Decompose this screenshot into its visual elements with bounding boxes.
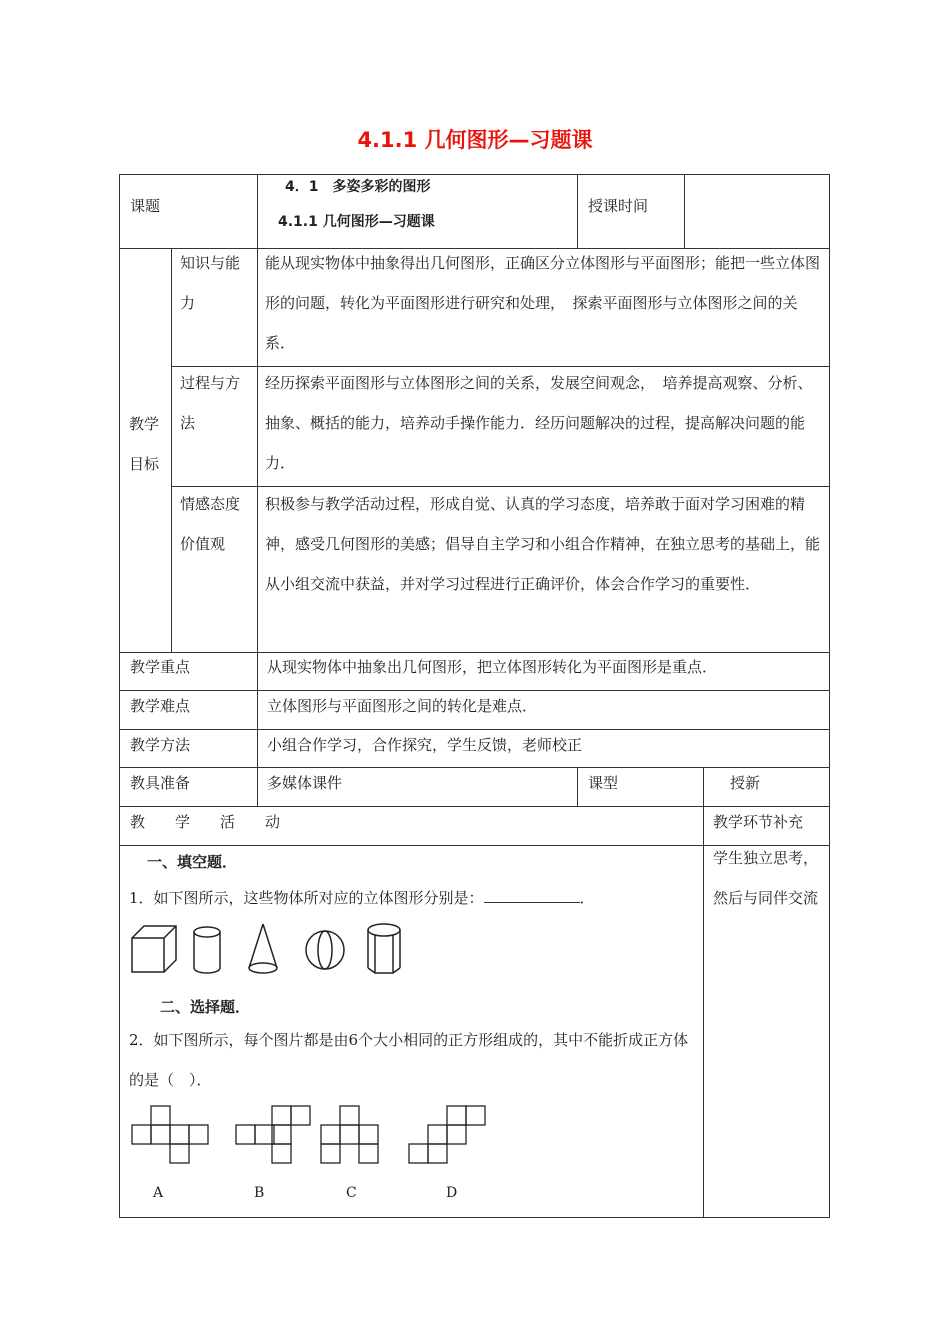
objective-name-attitude: 情感态度价值观 [180, 495, 241, 553]
objective-name-process: 过程与方法 [180, 374, 241, 432]
question-1-text: 1．如下图所示，这些物体所对应的立体图形分别是： [129, 889, 484, 907]
option-a: A [153, 1185, 164, 1201]
time-label: 授课时间 [588, 197, 649, 215]
method-text: 小组合作学习，合作探究，学生反馈，老师校正 [267, 736, 583, 754]
cube-icon [132, 926, 176, 972]
question-1 [129, 888, 595, 908]
answer-blank [484, 888, 580, 903]
net-a [132, 1106, 208, 1163]
solid-shapes [130, 920, 430, 980]
objectives-label: 教学目标 [129, 415, 160, 473]
net-b [236, 1106, 310, 1163]
tools-text: 多媒体课件 [267, 774, 343, 792]
option-c: C [346, 1185, 357, 1201]
objective-text-process: 经历探索平面图形与立体图形之间的关系，发展空间观念， 培养提高观察、分析、抽象、概括的能力，培养动手操作能力．经历问题解决的过程，提高解决问题的能力． [265, 374, 813, 472]
cube-nets [132, 1106, 492, 1166]
lesson-type-value: 授新 [730, 774, 761, 792]
difficulty-text: 立体图形与平面图形之间的转化是难点． [267, 697, 538, 715]
topic-line-2: 4.1.1 几何图形—习题课 [278, 214, 435, 230]
supplement-label: 教学环节补充 [713, 813, 804, 831]
lesson-type-label: 课型 [588, 774, 619, 792]
page-title: 4.1.1 几何图形—习题课 [357, 128, 593, 152]
objective-text-attitude: 积极参与教学活动过程，形成自觉、认真的学习态度，培养敢于面对学习困难的精神，感受几何图形的美感；倡导自主学习和小组合作精神，在独立思考的基础上，能从小组交流中获益，并对学习过程进行正确评价，体会合作学习的重要性． [265, 495, 821, 593]
prism-icon [368, 924, 400, 973]
supplement-text: 学生独立思考，然后与同伴交流 [713, 849, 819, 907]
section-choice: 二、选择题． [160, 998, 251, 1016]
net-c [321, 1106, 378, 1163]
cylinder-icon [194, 927, 220, 973]
objective-name-knowledge: 知识与能力 [180, 254, 241, 312]
net-d [409, 1106, 485, 1163]
activity-label: 教 学 活 动 [130, 813, 281, 831]
cone-icon [249, 924, 277, 973]
difficulty-label: 教学难点 [130, 697, 191, 715]
option-b: B [254, 1185, 265, 1201]
topic-line-1: 4．1 多姿多彩的图形 [285, 179, 431, 195]
question-2: 2．如下图所示，每个图片都是由6个大小相同的正方形组成的，其中不能折成正方体的是（ ）． [129, 1031, 689, 1089]
key-point-label: 教学重点 [130, 658, 191, 676]
question-1-end: ． [579, 889, 595, 907]
sphere-icon [306, 931, 344, 969]
method-label: 教学方法 [130, 736, 191, 754]
topic-label: 课题 [130, 197, 161, 215]
objective-text-knowledge: 能从现实物体中抽象得出几何图形，正确区分立体图形与平面图形；能把一些立体图形的问题，转化为平面图形进行研究和处理， 探索平面图形与立体图形之间的关系． [265, 254, 821, 352]
option-d: D [446, 1185, 458, 1201]
key-point-text: 从现实物体中抽象出几何图形，把立体图形转化为平面图形是重点． [267, 658, 718, 676]
tools-label: 教具准备 [130, 774, 191, 792]
section-fill-blank: 一、填空题． [147, 853, 238, 871]
